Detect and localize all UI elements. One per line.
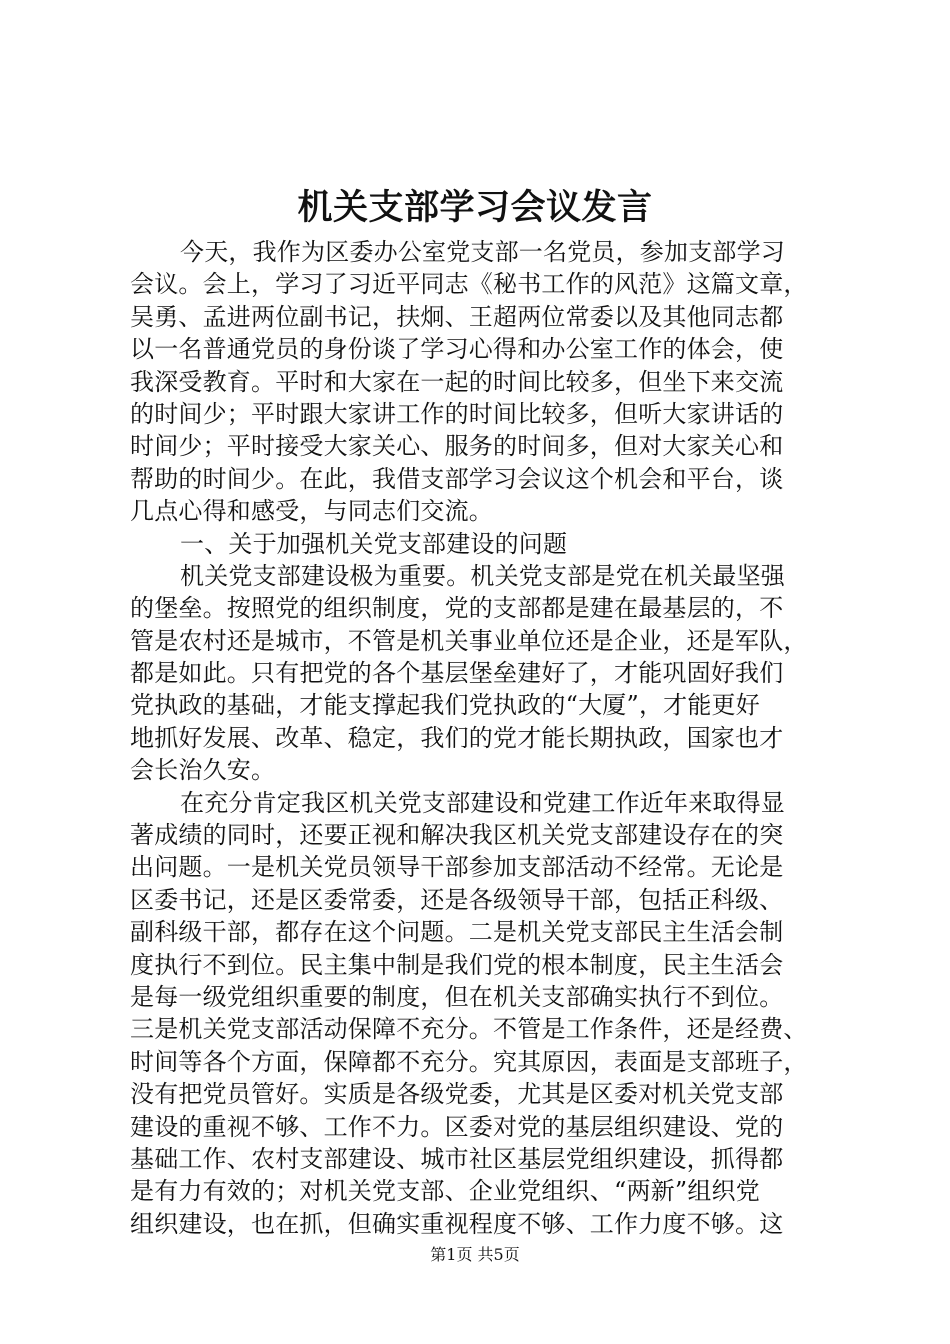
section-heading: 一、关于加强机关党支部建设的问题	[180, 529, 568, 558]
text-line: 今天，我作为区委办公室党支部一名党员，参加支部学习	[180, 238, 785, 266]
text-line: 的堡垒。按照党的组织制度，党的支部都是建在最基层的，不	[130, 594, 784, 623]
text-line: 建设的重视不够、工作不力。区委对党的基层组织建设、党的	[130, 1112, 784, 1141]
text-line: 帮助的时间少。在此，我借支部学习会议这个机会和平台，谈	[130, 464, 784, 493]
text-line: 时间少；平时接受大家关心、服务的时间多，但对大家关心和	[130, 432, 784, 461]
text-line: 在充分肯定我区机关党支部建设和党建工作近年来取得显	[180, 788, 785, 817]
text-line: 会议。会上，学习了习近平同志《秘书工作的风范》这篇文章，	[130, 270, 808, 299]
text-line: 几点心得和感受，与同志们交流。	[130, 497, 493, 526]
document-title: 机关支部学习会议发言	[297, 187, 653, 228]
text-line: 出问题。一是机关党员领导干部参加支部活动不经常。无论是	[130, 853, 784, 882]
text-line: 是有力有效的；对机关党支部、企业党组织、“两新”组织党	[130, 1177, 760, 1206]
text-line: 著成绩的同时，还要正视和解决我区机关党支部建设存在的突	[130, 821, 784, 850]
text-line: 以一名普通党员的身份谈了学习心得和办公室工作的体会，使	[130, 335, 784, 364]
page-footer: 第1页 共5页	[430, 1245, 520, 1264]
text-line: 是每一级党组织重要的制度，但在机关支部确实执行不到位。	[130, 982, 784, 1011]
document-body	[130, 236, 830, 1240]
text-line: 地抓好发展、改革、稳定，我们的党才能长期执政，国家也才	[130, 723, 784, 752]
text-line: 时间等各个方面，保障都不充分。究其原因，表面是支部班子，	[130, 1047, 808, 1076]
text-line: 管是农村还是城市，不管是机关事业单位还是企业，还是军队，	[130, 626, 808, 655]
text-line: 我深受教育。平时和大家在一起的时间比较多，但坐下来交流	[130, 367, 784, 396]
text-line: 吴勇、孟进两位副书记，扶炯、王超两位常委以及其他同志都	[130, 302, 784, 331]
text-line: 组织建设，也在抓，但确实重视程度不够、工作力度不够。这	[130, 1209, 784, 1238]
text-line: 党执政的基础，才能支撑起我们党执政的“大厦”，才能更好	[130, 691, 760, 720]
text-line: 基础工作、农村支部建设、城市社区基层党组织建设，抓得都	[130, 1144, 784, 1173]
text-line: 区委书记，还是区委常委，还是各级领导干部，包括正科级、	[130, 885, 784, 914]
text-line: 机关党支部建设极为重要。机关党支部是党在机关最坚强	[180, 561, 785, 590]
text-line: 三是机关党支部活动保障不充分。不管是工作条件，还是经费、	[130, 1015, 808, 1044]
text-line: 没有把党员管好。实质是各级党委，尤其是区委对机关党支部	[130, 1080, 784, 1109]
text-line: 的时间少；平时跟大家讲工作的时间比较多，但听大家讲话的	[130, 399, 784, 428]
text-line: 会长治久安。	[130, 756, 276, 785]
text-line: 都是如此。只有把党的各个基层堡垒建好了，才能巩固好我们	[130, 659, 784, 688]
text-line: 副科级干部，都存在这个问题。二是机关党支部民主生活会制	[130, 918, 784, 947]
text-line: 度执行不到位。民主集中制是我们党的根本制度，民主生活会	[130, 950, 784, 979]
